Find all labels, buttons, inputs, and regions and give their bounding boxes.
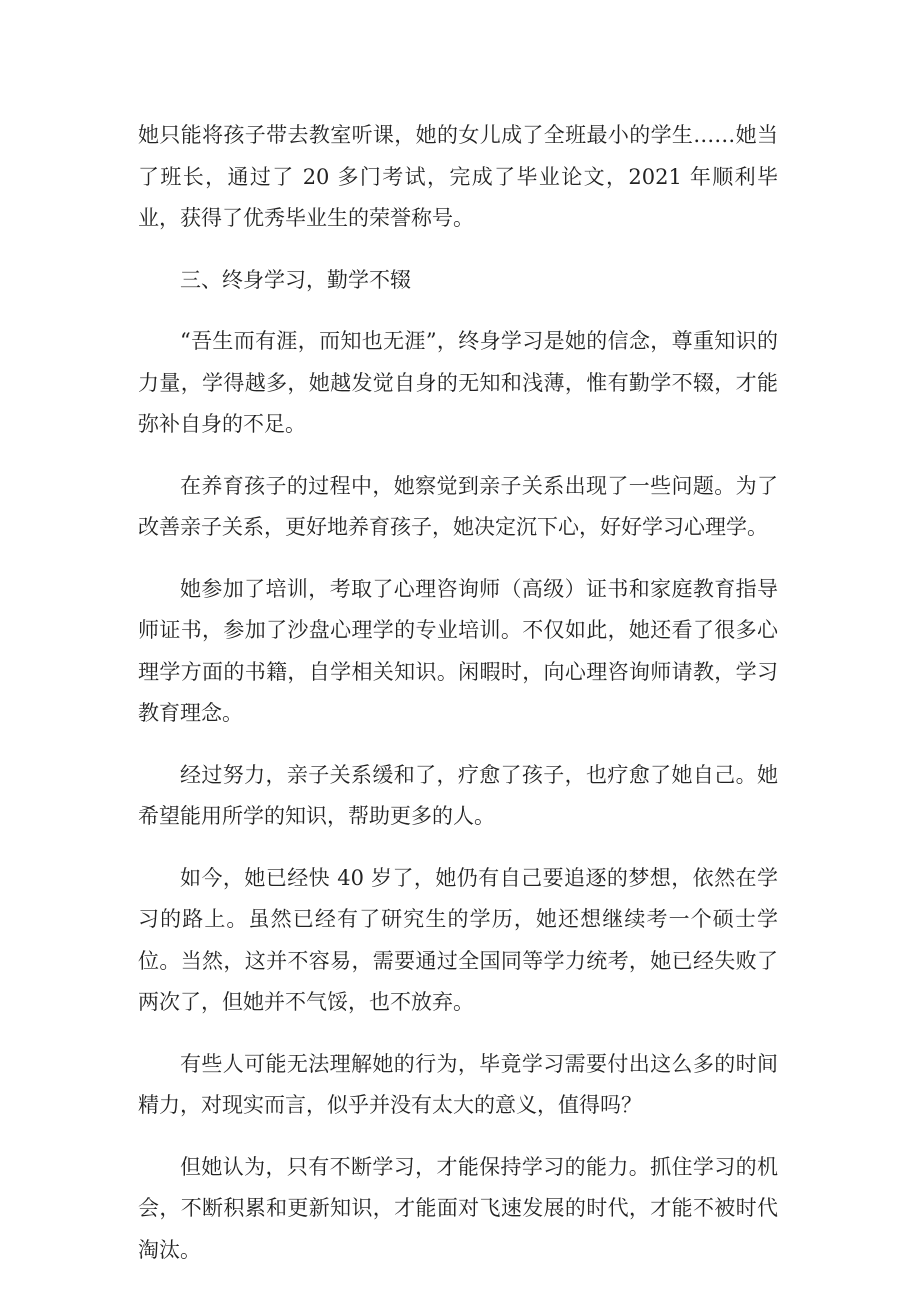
paragraph: 在养育孩子的过程中，她察觉到亲子关系出现了一些问题。为了改善亲子关系，更好地养育孩子，她决定沉下心，好好学习心理学。	[138, 473, 778, 539]
paragraph: 经过努力，亲子关系缓和了，疗愈了孩子，也疗愈了她自己。她希望能用所学的知识，帮助更多的人。	[138, 762, 778, 828]
paragraph: 有些人可能无法理解她的行为，毕竟学习需要付出这么多的时间精力，对现实而言，似乎并没有太大的意义，值得吗？	[138, 1051, 778, 1117]
document-body	[138, 115, 778, 1291]
paragraph-quote: “吾生而有涯，而知也无涯”，终身学习是她的信念，尊重知识的力量，学得越多，她越发觉自身的无知和浅薄，惟有勤学不辍，才能弥补自身的不足。	[138, 329, 778, 436]
paragraph-continuation: 她只能将孩子带去教室听课，她的女儿成了全班最小的学生……她当了班长，通过了 20 多门考试，完成了毕业论文，2021 年顺利毕业，获得了优秀毕业生的荣誉称号。	[138, 123, 778, 230]
section-heading: 三、终身学习，勤学不辍	[180, 267, 411, 292]
paragraph: 她参加了培训，考取了心理咨询师（高级）证书和家庭教育指导师证书，参加了沙盘心理学的专业培训。不仅如此，她还看了很多心理学方面的书籍，自学相关知识。闲暇时，向心理咨询师请教，学习教育理念。	[138, 576, 778, 725]
paragraph: 但她认为，只有不断学习，才能保持学习的能力。抓住学习的机会，不断积累和更新知识，才能面对飞速发展的时代，才能不被时代淘汰。	[138, 1154, 778, 1262]
paragraph: 如今，她已经快 40 岁了，她仍有自己要追逐的梦想，依然在学习的路上。虽然已经有了研究生的学历，她还想继续考一个硕士学位。当然，这并不容易，需要通过全国同等学力统考，她已经失败了两次了，但她并不气馁，也不放弃。	[138, 865, 778, 1014]
